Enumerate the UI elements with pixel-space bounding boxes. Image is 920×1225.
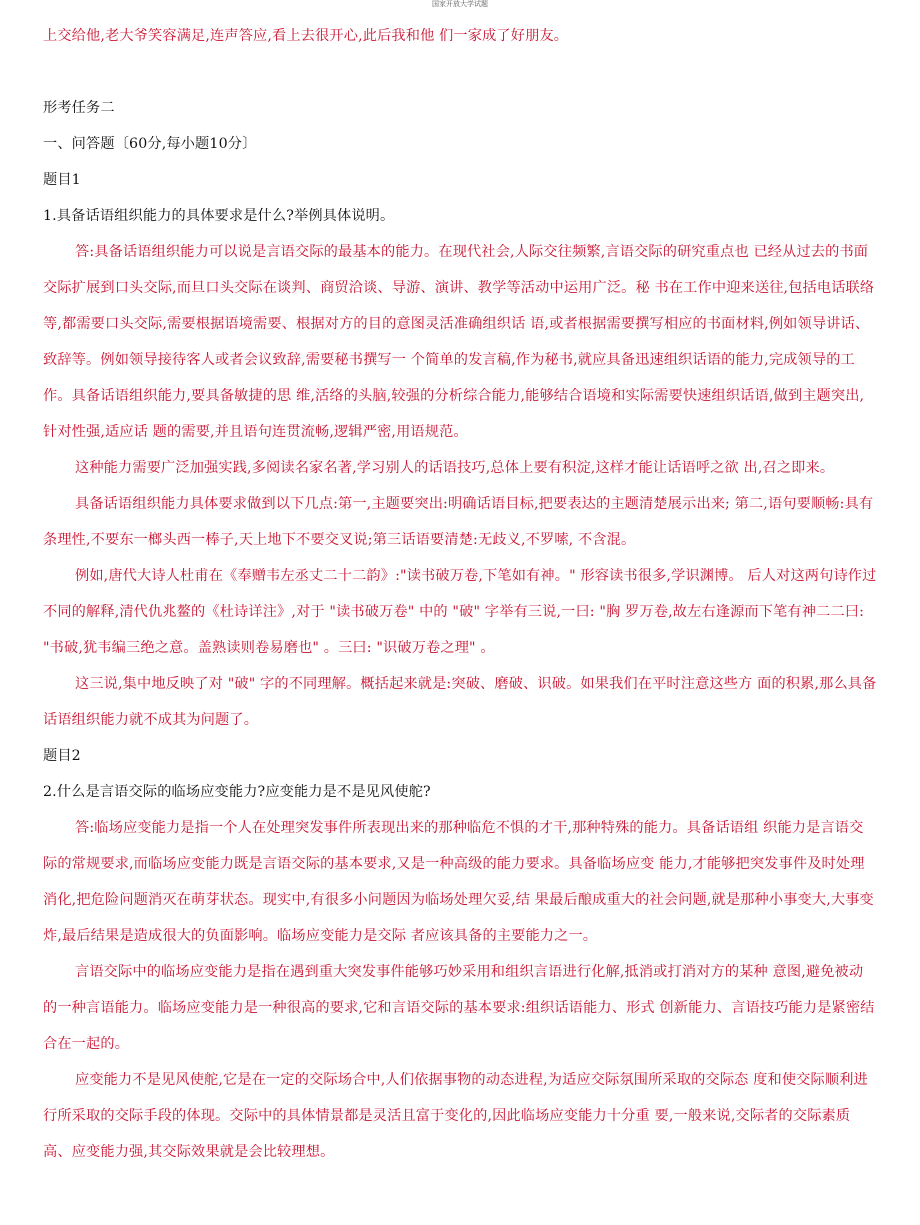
spacer (43, 54, 877, 90)
question-1-text: 1.具备话语组织能力的具体要求是什么?举例具体说明。 (43, 208, 395, 224)
question-2-text: 2.什么是言语交际的临场应变能力?应变能力是不是见风使舵? (43, 784, 431, 800)
answer-1-paragraph-5: 这三说,集中地反映了对 "破" 字的不同理解。概括起来就是:突破、磨破、识破。如果我们在平时注意这些方 面的积累,那么具备话语组织能力就不成其为问题了。 (43, 676, 877, 728)
answer-2-paragraph-1: 答:临场应变能力是指一个人在处理突发事件所表现出来的那种临危不惧的才干,那种特殊的能力。具备话语组 织能力是言语交际的常规要求,而临场应变能力既是言语交际的基本要求,又是一种高级的能力要求。具备临场应变 能力,才能够把突发事件及时处理消化,把危险问题消灭在萌芽状态。现实中,有很多小问题因为临场处理欠妥,结 果最后酿成重大的社会问题,就是那种小事变大,大事变炸,最后结果是造成很大的负面影响。临场应变能力是交际 者应该具备的主要能力之一。 (43, 820, 874, 944)
answer-2-paragraph-2: 言语交际中的临场应变能力是指在遇到重大突发事件能够巧妙采用和组织言语进行化解,抵消或打消对方的某种 意图,避免被动的一种言语能力。临场应变能力是一种很高的要求,它和言语交际的基本要求:组织话语能力、形式 创新能力、言语技巧能力是紧密结合在一起的。 (43, 964, 875, 1052)
page-header: 国家开放大学试题 (432, 0, 488, 8)
section-subtitle: 一、问答题〔60分,每小题10分〕 (43, 136, 257, 152)
answer-1-paragraph-4: 例如,唐代大诗人杜甫在《奉赠韦左丞丈二十二韵》:"读书破万卷,下笔如有神。" 形容读书很多,学识渊博。 后人对这两句诗作过不同的解释,清代仇兆鳌的《杜诗详注》,对于 "读书破万卷" 中的 "破" 字举有三说,一曰: "胸 罗万卷,故左右逢源而下笔有神二二曰: "书破,犹韦编三绝之意。盖熟读则卷易磨也" 。三曰: "识破万卷之理" 。 (43, 568, 877, 656)
answer-1-paragraph-3: 具备话语组织能力具体要求做到以下几点:第一,主题要突出:明确话语目标,把要表达的主题清楚展示出来; 第二,语句要顺畅:具有条理性,不要东一榔头西一棒子,天上地下不要交叉说;第三话语要清楚:无歧义,不罗嗦, 不含混。 (43, 496, 874, 548)
answer-1-paragraph-1: 答:具备话语组织能力可以说是言语交际的最基本的能力。在现代社会,人际交往频繁,言语交际的研究重点也 已经从过去的书面交际扩展到口头交际,而旦口头交际在谈判、商贸洽谈、导游、演讲、教学等活动中运用广泛。秘 书在工作中迎来送往,包括电话联络等,都需要口头交际,需要根据语境需要、根据对方的目的意图灵活准确组织话 语,或者根据需要撰写相应的书面材料,例如领导讲话、致辞等。例如领导接待客人或者会议致辞,需要秘书撰写一 个简单的发言稿,作为秘书,就应具备迅速组织话语的能力,完成领导的工作。具备话语组织能力,要具备敏捷的思 维,活络的头脑,较强的分析综合能力,能够结合语境和实际需要快速组织话语,做到主题突出,针对性强,适应话 题的需要,并且语句连贯流畅,逻辑严密,用语规范。 (43, 244, 875, 440)
answer-1-paragraph-2: 这种能力需要广泛加强实践,多阅读名家名著,学习别人的话语技巧,总体上要有积淀,这样才能让话语呼之欲 出,召之即来。 (75, 460, 835, 476)
question-1-label: 题目1 (43, 172, 81, 188)
answer-2-paragraph-3: 应变能力不是见风使舵,它是在一定的交际场合中,人们依据事物的动态进程,为适应交际氛围所采取的交际态 度和使交际顺利进行所采取的交际手段的体现。交际中的具体情景都是灵活且富于变化的,因此临场应变能力十分重 要,一般来说,交际者的交际素质高、应变能力强,其交际效果就是会比较理想。 (43, 1072, 868, 1160)
document-body (43, 18, 877, 1170)
intro-paragraph: 上交给他,老大爷笑容满足,连声答应,看上去很开心,此后我和他 们一家成了好朋友。 (43, 28, 569, 44)
section-title: 形考任务二 (43, 100, 115, 116)
question-2-label: 题目2 (43, 748, 81, 764)
